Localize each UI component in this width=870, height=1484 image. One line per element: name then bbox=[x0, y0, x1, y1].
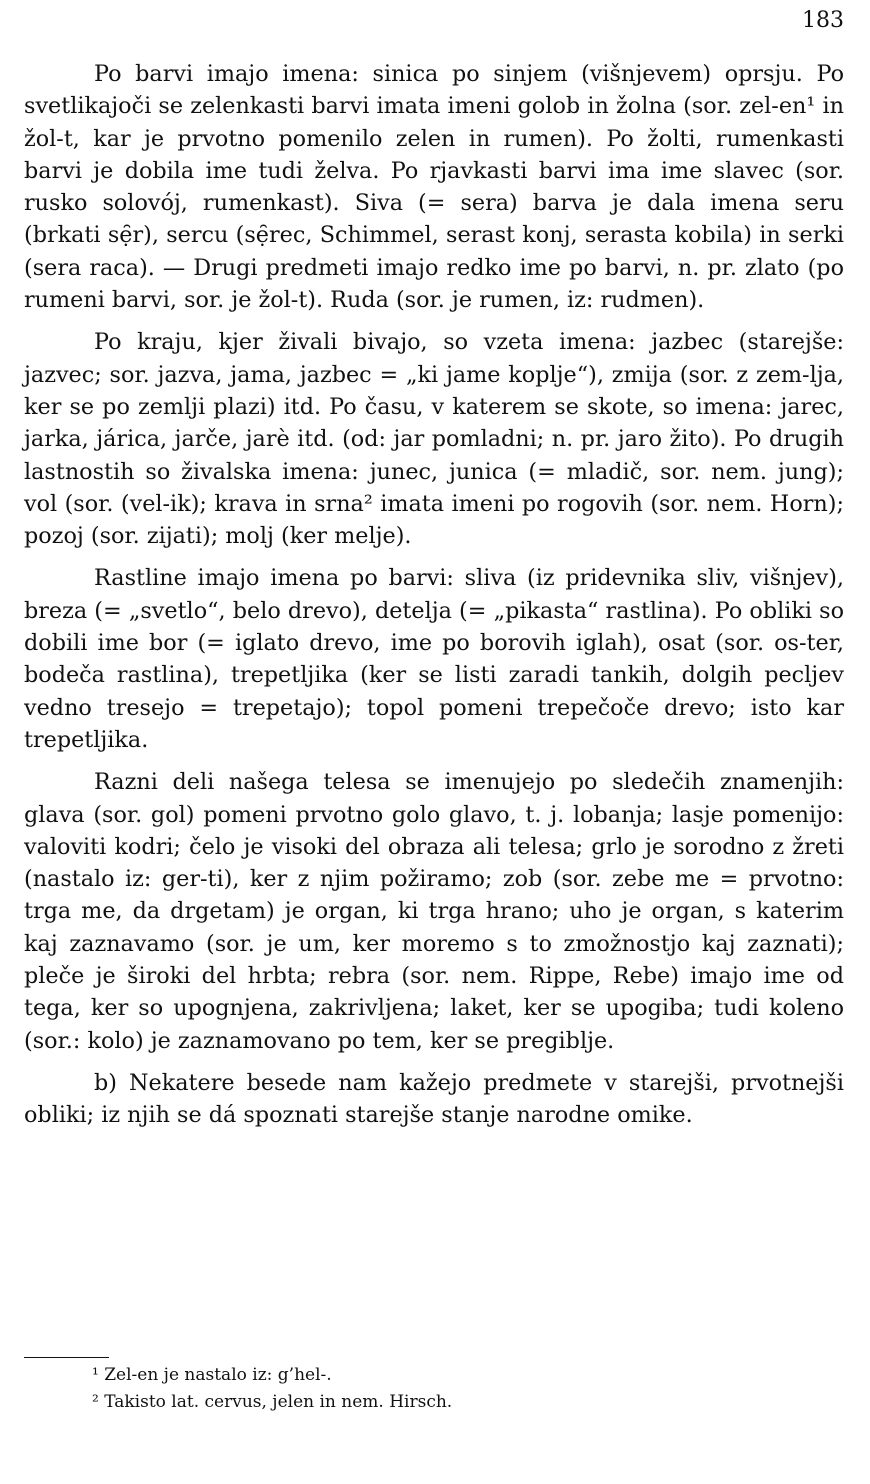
page-number: 183 bbox=[802, 8, 844, 33]
footnote-2: ² Takisto lat. cervus, jelen in nem. Hirsch. bbox=[92, 1392, 453, 1412]
footnote-1: ¹ Zel-en je nastalo iz: g’hel-. bbox=[92, 1365, 332, 1385]
paragraph-plants: Rastline imajo imena po barvi: sliva (iz pridevnika sliv, višnjev), breza (= „svetlo“, belo drevo), detelja (= „pikasta“ rastlina). Po obliki so dobili ime bor (= iglato drevo, ime po borovih iglah), osat (sor. os-ter, bodeča rastlina), trepetljika (ker se listi zaradi tankih, dolgih pecljev vedno tresejo = trepetajo); topol pomeni trepečoče drevo; isto kar trepetljika. bbox=[24, 565, 844, 753]
paragraph-colors: Po barvi imajo imena: sinica po sinjem (višnjevem) oprsju. Po svetlikajoči se zelenkasti barvi imata imeni golob in žolna (sor. zel-en¹ in žol-t, kar je prvotno pomenilo zelen in rumen). Po žolti, rumenkasti barvi je dobila ime tudi želva. Po rjavkasti barvi ima ime slavec (sor. rusko solovój, rumenkast). Siva (= sera) barva je dala imena seru (brkati sẹ̑r), sercu (sẹ̑rec, Schimmel, serast konj, serasta kobila) in serki (sera raca). — Drugi predmeti imajo redko ime po barvi, n. pr. zlato (po rumeni barvi, sor. je žol-t). Ruda (sor. je rumen, iz: rudmen). bbox=[24, 61, 844, 314]
paragraph-habitat: Po kraju, kjer živali bivajo, so vzeta imena: jazbec (starejše: jazvec; sor. jazva, jama, jazbec = „ki jame koplje“), zmija (sor. z zem-lja, ker se po zemlji plazi) itd. Po času, v katerem se skote, so imena: jarec, jarka, járica, jarče, jarè itd. (od: jar pomladni; n. pr. jaro žito). Po drugih lastnostih so živalska imena: junec, junica (= mladič, sor. nem. jung); vol (sor. (vel-ik); krava in srna² imata imeni po rogovih (sor. nem. Horn); pozoj (sor. zijati); molj (ker melje). bbox=[24, 329, 844, 550]
footnote-divider bbox=[24, 1357, 109, 1358]
footnotes bbox=[24, 1362, 844, 1416]
paragraph-body-parts: Razni deli našega telesa se imenujejo po sledečih znamenjih: glava (sor. gol) pomeni prvotno golo glavo, t. j. lobanja; lasje pomenijo: valoviti kodri; čelo je visoki del obraza ali telesa; grlo je sorodno z žreti (nastalo iz: ger-ti), ker z njim požiramo; zob (sor. zebe me = prvotno: trga me, da drgetam) je organ, ki trga hrano; uho je organ, s katerim kaj zaznavamo (sor. je um, ker moremo s to zmožnostjo kaj zaznati); pleče je široki del hrbta; rebra (sor. nem. Rippe, Rebe) imajo ime od tega, ker so upognjena, zakrivljena; laket, ker se upogiba; tudi koleno (sor.: kolo) je zaznamovano po tem, ker se pregiblje. bbox=[24, 769, 844, 1054]
body-text bbox=[24, 58, 844, 1132]
paragraph-objects: b) Nekatere besede nam kažejo predmete v starejši, prvotnejši obliki; iz njih se dá spoznati starejše stanje narodne omike. bbox=[24, 1069, 844, 1129]
book-page bbox=[24, 0, 844, 1484]
